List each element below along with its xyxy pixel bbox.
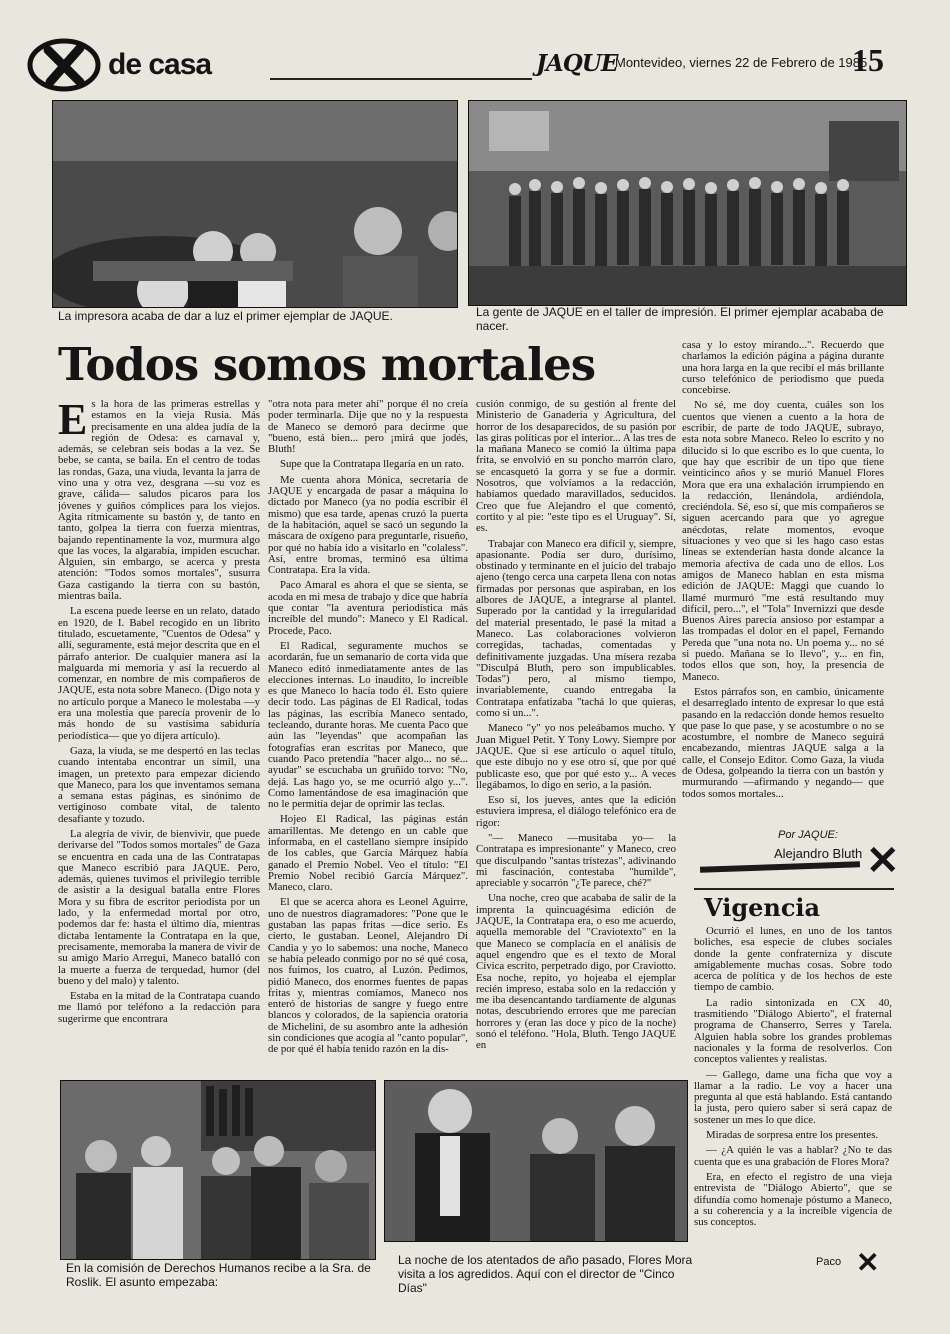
article-paragraph: Trabajar con Maneco era difícil y, siempre, apasionante. Podía ser duro, durísimo, obstinado y terminante en el juicio del trabajo ajeno (tengo cerca una carpeta llena con notas firmadas por personas que aspiraban, en los albores de JAQUE, a integrarse al plantel. Superado por la cantidad y la irregularidad del material presentado, le pasé la mitad a Maneco. Las colaboraciones volvieron corregidas, tachadas, comentadas y definitivamente juzgadas. Una mísera rezaba "Disculpá Bluth, pero son impublicables. Todas") pero, al mismo tiempo, invariablemente, cuando entregaba la Contratapa enfatizaba "tachá lo que quieras, como si un...". xyxy=(476,537,676,720)
caption-print-workshop: La gente de JAQUE en el taller de impresión. El primer ejemplar acababa de nacer. xyxy=(476,305,884,333)
signature-scribble xyxy=(700,861,860,873)
masthead-logo: JAQUE xyxy=(536,50,618,77)
article-paragraph: Paco Amaral es ahora el que se sienta, se acoda en mi mesa de trabajo y dice que habría que contar "la aventura periodística más increíble del mundo": Maneco y El Radical. Procede, Paco. xyxy=(268,579,468,637)
sidebar-rule xyxy=(694,888,894,890)
section-name: de casa xyxy=(108,48,212,81)
photo-human-rights-commission xyxy=(60,1080,376,1260)
caption-human-rights: En la comisión de Derechos Humanos recibe a la Sra. de Roslik. El asunto empezaba: xyxy=(66,1261,371,1289)
article-paragraph: No sé, me doy cuenta, cuáles son los cuentos que vienen a cuento a la hora de escribir, de parte de todo JAQUE, subrayo, esta nota sobre Maneco. Releo lo escrito y no dilucido si lo que escribo es lo que cuenta, lo que hay que escribir de un tipo que tiene veinticinco años y se murió Manuel Flores Mora que era una exhalación irrumpiendo en la redacción, llenándola, ardiéndola, creciéndola. Sé, eso sí, que mis compañeros se siguen acercando para que yo agregue anécdotas, relate momentos, evoque situaciones y veo que si les hago caso estas líneas se extenderían hasta donde alcance la memoria afectiva de cada uno de ellos. Los amigos de Maneco hablan en esta misma edición de JAQUE: Maggi que cuando lo llamé murmuró "me está resultando muy difícil, pero...", el "Tola" Invernizzi que desde Buenos Aires parecía ansioso por estampar a las trompadas el dolor en el papel, Fernando Pereda que "una nota no. Un poema y... no sé si puedo. Mañana se lo llevo", y... en fin, todos ellos que son, hoy, la presencia de Maneco. xyxy=(682,399,884,683)
x-mark-icon: ✕ xyxy=(856,1247,880,1278)
article-paragraph: casa y lo estoy mirando...". Recuerdo que charlamos la edición página a página durante una hora larga en la que recibí el más brillante curso telefónico de periodismo que pueda concebirse. xyxy=(682,340,884,397)
article-column-3 xyxy=(476,399,676,1064)
article-paragraph: El que se acerca ahora es Leonel Aguirre, uno de nuestros diagramadores: "Pone que le gustaban las papas fritas —dice serio. Es cierto, le gustaban. Leonel, Alejandro Di Candia y yo lo sabemos: una noche, Maneco se había peleado conmigo por no sé qué cosa, nos fuimos, los cuatro, al Luzón. Pedimos, pidió Maneco, dos enormes fuentes de papas fritas y, mientras comíamos, Maneco nos enteró de historias de sangre y fuego entre blancos y colorados, de la sapiencia oratoria de Michelini, de su asombro ante la adhesión sin condiciones que acogía al "canto popular", de por qué él había tenido razón en la dis- xyxy=(268,896,468,1056)
signature-intro: Por JAQUE: xyxy=(778,829,838,841)
article-paragraph: cusión conmigo, de su gestión al frente del Ministerio de Ganadería y Agricultura, del horror de los desaparecidos, de su pasión por las giras políticas por el interior... A las tres de la mañana Maneco se comió la última papa frita, se envolvió en su poncho marrón claro, se encasquetó la gorra y se fue a dormir. Nosotros, que volvíamos a la redacción, habíamos quedado maravillados, seducidos. Creo que fue Alejandro el que comentó, cortito y al pie: "este tipo es el Uruguay". Sí, es. xyxy=(476,399,676,535)
caption-printing-press: La impresora acaba de dar a luz el primer ejemplar de JAQUE. xyxy=(58,309,393,323)
article-column-4 xyxy=(682,340,884,828)
article-paragraph: Eso sí, los jueves, antes que la edición estuviera impresa, el diálogo telefónico era de rigor: xyxy=(476,794,676,829)
article-paragraph: Me cuenta ahora Mónica, secretaria de JAQUE y encargada de pasar a máquina lo dictado por Maneco (ya no podía escribir él mismo) que esa tarde, apenas cruzó la puerta de la habitación, aquel se sacó un segundo la máscara de oxígeno para preguntarle, risueño, por qué no había ido a visitarlo en "colaless". Así, entre bromas, terminó esa última Contratapa. Era la vida. xyxy=(268,473,468,577)
caption-flores-mora-visit: La noche de los atentados de año pasado, Flores Mora visita a los agredidos. Aquí con el director de "Cinco Días" xyxy=(398,1253,693,1295)
article-headline: Todos somos mortales xyxy=(58,338,596,391)
sidebar-title: Vigencia xyxy=(704,893,821,922)
x-mark-icon: ✕ xyxy=(866,839,900,883)
article-paragraph: Estos párrafos son, en cambio, únicamente el desarreglado intento de expresar lo que está pasando en la redacción donde hemos resuelto que pase lo que pase, y se acostumbre o no se acostumbre, el nombre de Maneco seguirá encabezando, mientras JAQUE salga a la calle, el Consejo Editor. Como Gaza, la viuda de Odesa, golpeando la tierra con un bastón y murmurando —afirmando y negando— que todos somos mortales... xyxy=(682,685,884,800)
drop-cap: E xyxy=(58,399,88,444)
page-number: 15 xyxy=(852,42,884,78)
header-rule xyxy=(270,78,532,80)
article-paragraph: La alegría de vivir, de bienvivir, que puede derivarse del "Todos somos mortales" de Gaza se encuentra en cada una de las Contratapas que Maneco escribió para JAQUE. Pero, además, quienes tuvimos el privilegio terrible de asistir a la desigual batalla entre Flores Mora y su fibra de escritor periodista por un lado, y la enfermedad mortal por otro, podemos dar fe: hasta el último día, mientras dictaba lentamente la Contratapa en la que, precisamente, memoraba la manera de vivir de su amigo Mario Arregui, Maneco batalló con la muerte a fuerza de terquedad, humor (del bueno y del malo) y talento. xyxy=(58,827,260,987)
article-paragraph: Una noche, creo que acababa de salir de la imprenta la quincuagésima edición de JAQUE, la Contratapa era, o eso me acuerdo, aquella memorable del "Craviotexto" en la que Maneco se complacía en el análisis de aquel engendro que es el texto de Moral Cívica escrito, perpetrado digo, por Craviotto. Esa noche, repito, yo hojeaba el ejemplar recién impreso, estaba solo en la redacción y me iba desencantando tardíamente de algunas notas, descubriendo errores que me parecían horrores y (eran las doce y pico de la noche) sonó el teléfono. "Hola, Bluth. Tengo JAQUE en xyxy=(476,892,676,1052)
article-paragraph: Hojeo El Radical, las páginas están amarillentas. Me detengo en un cable que informaba, en el castellano siempre insípido de los cables, que García Márquez había ganado el Premio Nobel. Veo el título: "El Premio Nobel recibió García Márquez". Maneco, claro. xyxy=(268,813,468,894)
sidebar-paragraph: — ¿A quién le vas a hablar? ¿No te das cuenta que es una grabación de Flores Mora? xyxy=(694,1144,892,1168)
article-paragraph: Supe que la Contratapa llegaría en un rato. xyxy=(280,458,465,471)
article-column-2 xyxy=(268,399,468,1064)
article-paragraph: La escena puede leerse en un relato, datado en 1920, de I. Babel recogido en un librito titulado, escuetamente, "Cuentos de Odesa" y allí, seguramente, está mejor descrita que en el párrafo anterior. De cualquier manera así la malguarda mi memoria y así la recuerdo al comenzar, en nombre de mis compañeros de JAQUE, esta nota sobre Maneco. (Digo nota y no artículo porque a Maneco le molestaba —y era una molestia que parecía provenir de lo más hondo de su vastísima sabiduría periodística— que yo dijera artículo). xyxy=(58,605,260,742)
sidebar-paragraph: Ocurrió el lunes, en uno de los tantos boliches, esa especie de clubes sociales donde la gente confraterniza y discute amigablemente muchas cosas. Sobre todo acerca de política y de los hechos de este tiempo de cambio. xyxy=(694,926,892,994)
photo-printing-press xyxy=(52,100,458,308)
article-paragraph: "otra nota para meter ahí" porque él no creía poder terminarla. Dije que no y la respuesta de Maneco se demoró para decirme que "bueno, está bien... pero ¡mirá que jodés, Bluth! xyxy=(268,399,468,456)
article-paragraph: Estaba en la mitad de la Contratapa cuando me llamó por teléfono a la redacción para sugerirme que encontrara xyxy=(58,990,260,1025)
photo-flores-mora-visit xyxy=(384,1080,688,1242)
sidebar-paragraph: Era, en efecto el registro de una vieja entrevista de "Diálogo Abierto", que se difundía como homenaje póstumo a Maneco, a su coherencia y a la increíble vigencia de sus conceptos. xyxy=(694,1170,892,1229)
sidebar-paragraph: La radio sintonizada en CX 40, trasmitiendo "Diálogo Abierto", el fraternal programa de Chanserro, Serres y Tarela. Alguien habla sobre los grandes problemas nacionales y la forma de resolverlos. Con conceptos valientes y realistas. xyxy=(694,996,892,1066)
article-column-1: Es la hora de las primeras estrellas y estamos en la vieja Rusia. Más precisamente en una aldea judía de la región de Odesa: es carnaval y, además, se celebran seis bodas a la vez. Se bebe, se canta, se baila. En el centro de todas las rondas, Gaza, una viuda, levanta la jarra de vino una y otra vez, desgrana —su voz es grave, cálida— saludos picaros para los jóvenes y guiños cómplices para los viejos. Agita rítmicamente su bastón y, de tanto en tanto, golpea la tierra con fuerza mientras, bajando repentinamente la voz, murmura algo que las voces, la algarabía, impiden escuchar. Alguien, sin embargo, se acerca y presta atención: "Todos somos mortales", susurra Gaza castigando la tierra con su bastón, mientras baila. La escena puede leerse en un relato, datado en 1920, de I. Babel recogido en un librito titulado, escuetamente, "Cuentos de Odesa" y allí, seguramente, está mejor descrita que en el párrafo anterior. De cualquier manera así la malguarda mi memoria y así la recuerdo al comenzar, en nombre de mis compañeros de JAQUE, esta nota sobre Maneco. (Digo nota y no artículo porque a Maneco le molestaba —y era una molestia que parecía provenir de lo más hondo de su vastísima sabiduría periodística— que yo dijera artículo). Gaza, la viuda, se me despertó en las teclas cuando intentaba encontrar un símil, una imagen, un pretexto para empezar diciendo que Maneco, para los que inventamos semana a semana estas páginas, es sinónimo de vertiginoso combate vital, de talento desafiante y tozudo. La alegría de vivir, de bienvivir, que puede derivarse del "Todos somos mortales" de Gaza se encuentra en cada una de las Contratapas que Maneco escribió para JAQUE. Pero, además, quienes tuvimos el privilegio terrible de asistir a la desigual batalla entre Flores Mora y su fibra de escritor periodista por un lado, y la enfermedad mortal por otro, podemos dar fe: hasta el último día, mientras dictaba lentamente la Contratapa en la que, precisamente, memoraba la manera de vivir de su amigo Mario Arregui, Maneco batalló con la muerte a fuerza de terquedad, humor (del bueno y del malo) y talento. Estaba en la mitad de la Contratapa cuando me llamó por teléfono a la redacción para sugerirme que encontrara xyxy=(58,399,260,1025)
article-paragraph: "— Maneco —musitaba yo— la Contratapa es impresionante" y Maneco, creo que disculpando "santas tristezas", adivinando mi fascinación, contestaba "humilde", apreciable y socarrón "¿Te parece, ché?" xyxy=(476,831,676,890)
photo-print-workshop-staff xyxy=(468,100,907,306)
signature-name: Alejandro Bluth xyxy=(774,846,863,861)
sidebar-paragraph: — Gallego, dame una ficha que voy a llamar a la radio. Le voy a hacer una pregunta al que está hablando. Está cantando la justa, pero quiero saber si será capaz de sostener un mes lo que dice. xyxy=(694,1068,892,1126)
sidebar-signature: Paco xyxy=(816,1256,842,1268)
article-paragraph: Maneco "y" yo nos peleábamos mucho. Y Juan Miguel Petit. Y Tony Lowy. Siempre por JAQUE. Que si ese artículo o aquel título, que este dibujo no y ese otro sí, que por qué publicaste eso, que por qué esto y... A veces llegábamos, lo digo en serio, a la pasión. xyxy=(476,722,676,791)
dateline: Montevideo, viernes 22 de Febrero de 1985 xyxy=(615,55,868,70)
article-paragraph: Gaza, la viuda, se me despertó en las teclas cuando intentaba encontrar un símil, una imagen, un pretexto para empezar diciendo que Maneco, para los que inventamos semana a semana estas páginas, es sinónimo de vertiginoso combate vital, de talento desafiante y tozudo. xyxy=(58,744,260,825)
article-paragraph: El Radical, seguramente muchos se acordarán, fue un semanario de corta vida que Maneco editó inmediatamente antes de las elecciones internas. Lo inaudito, lo increíble es que Maneco lo hacía todo él. Esto quiere decir todo. Las páginas de El Radical, todas las páginas, las escribía Maneco sentado, tecleando, durante horas. Me cuenta Paco que aún las "leyendas" que acompañan las fotografías eran escritas por Maneco, que cuando Paco pretendía "hacer algo... no sé... ayudar" se escuchaba un gruñido torvo: "No, dejá. Las hago yo, se me ocurrió algo y...". Como lamentándose de esa imaginación que no le permitía dejar de oprimir las teclas. xyxy=(268,639,468,811)
sidebar-paragraph: Miradas de sorpresa entre los presentes. xyxy=(706,1129,879,1142)
